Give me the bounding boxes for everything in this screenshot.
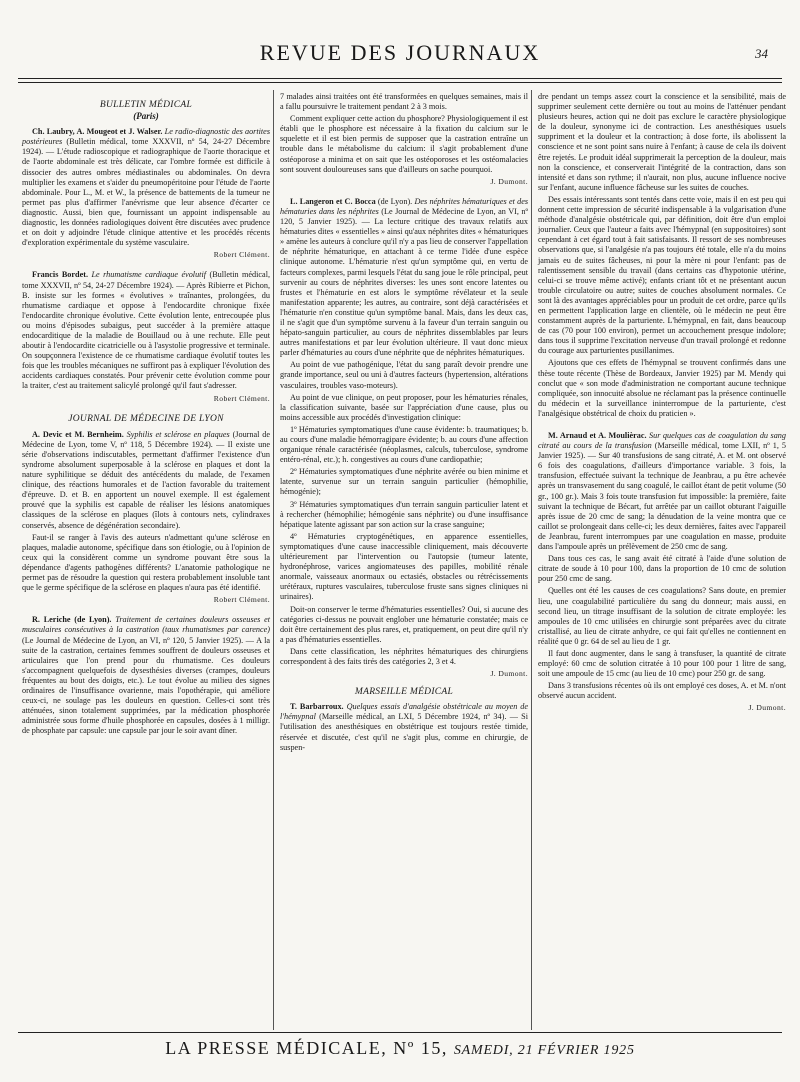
column-divider-2 [531,90,532,1030]
article-body: — L'étude radioscopique et radiographique de l'aorte thoracique et de l'aorte abdominale est très délicate, car l'ombre formée est difficile à dissocier des autres ombres médiastinales ou abdominales. On devra multiplier les examens et s'aider du pneumopéritoine pour l'étude de l'aorte abdominale. Pour L., M. et W., la présence de battements de la tumeur ne permet pas plus d'affirmer l'anévrisme que leur absence d'écarter ce diagnostic. Aussi, bien que, fournissant un appoint indispensable au diagnostic, les données radiologiques doivent être discutées avec prudence et on doit y adjoindre l'étude clinique attentive et les procédés récents d'exploration expérimentale du système vasculaire. [22,147,270,248]
article-body: — Sur 40 transfusions de sang citraté, A. et M. ont observé 6 fois des coagulations, d'ailleurs d'importance variable. 3 fois, la transfusion, effectuée suivant la technique de Jeanbrau, a pu être achevée après un transvasement du sang coagulé, le caillot étant de petit volume (50 gr., 100 gr.). Mais 3 fois toute transfusion fut impossible: la première, faite suivant la technique de Bécart, fut arrêtée par un caillot obturant l'aiguille après issue de 20 cmc de sang; la dénudation de la veine montra que ce caillot se prolongeait dans celle-ci; les deux dernières, faites avec l'appareil de Jeanbrau, furent interrompues par une coagulation en masse, produite dans l'ampoule après un prélèvement de 250 cmc de sang. [538,451,787,552]
article-devic [22,430,270,606]
article-langeron [280,197,528,679]
article-paragraph: 2º Hématuries symptomatiques d'une néphrite avérée ou bien minime et latente, survenue sur un terrain sanguin particulier (hémophilie, hémogénie); [280,467,528,497]
article-arnaud [538,431,786,714]
article-continuation: dre pendant un temps assez court la conscience et la sensibilité, mais de supprimer seulement cette dernière ou tout au moins de l'atténuer pendant plusieurs heures, action qui ne doit pas exclure le caractère physiologique de la douleur, synonyme ici de contraction. Les anesthésiques usuels suppriment et la douleur et la contraction; à dose forte, ils abolissent la conscience et ne sont point sans nuire à l'enfant; à cause de cela ils doivent être rejetés. Le produit idéal supprimerait la perception de la douleur, mais non la conscience, et conserverait l'intégrité de la contraction, dans son intensité et dans son rythme; il n'aurait, non plus, aucune influence nocive sur l'enfant, aucune influence fâcheuse sur les suites de couches. [538,92,786,192]
article-paragraph: Au point de vue clinique, on peut proposer, pour les hématuries rénales, la classification suivante, basée sur l'appréciation d'une cause, plus ou moins accessible aux procédés d'investigation clinique: [280,392,528,422]
article-paragraph: Au point de vue pathogénique, l'état du sang paraît devoir prendre une grande importance, seul ou uni à d'autres facteurs (hypertension, altérations vasculaires, troubles vaso-moteurs). [280,360,528,390]
article-source: (Marseille médical, an LXI, 5 Décembre 1924, nº 34). [319,712,507,722]
article-signature: Robert Clément. [213,595,270,605]
article-title: Sur quelques cas de coagulation du sang citraté au cours de la transfusion [538,431,786,451]
article-authors: M. Arnaud et A. Moulièrac. [548,431,647,440]
article-title: Syphilis et sclérose en plaques [126,429,230,439]
article-paragraph: Doit-on conserver le terme d'hématuries essentielles? Oui, si aucune des catégories ci-dessus ne pouvait englober une hématurie constatée; mais ce doit être certainement des plus rares, et, pratiquement, on peut dire qu'il n'y a pas d'hématuries essentielles. [280,604,528,644]
article-authors: Francis Bordet. [32,270,88,280]
article-paragraph: Dans 3 transfusions récentes où ils ont employé ces doses, A. et M. n'ont observé aucun accident. [538,681,786,701]
footer-date: SAMEDI, 21 FÉVRIER 1925 [453,1043,635,1058]
article-source: (Le Journal de Médecine de Lyon, an VI, nº 120, 5 Janvier 1925). [280,206,528,227]
article-body: — La lecture critique des travaux relatifs aux hématuries dites « essentielles » ainsi qu'aux néphrites dites « hématuriques » amène les auteurs à conclure qu'il n'y a pas lieu de conserver l'appellation de néphrite hématurique, en attachant à ce terme l'idée d'une espèce clinique autonome. L'hématurie n'est qu'un symptôme qui, en vertu de facteurs complexes, parmi lesquels l'état du sang joue le rôle principal, peut survenir au cours de néphrites diverses: les unes sont encore latentes ou frustes et l'hématurie en est alors le symptôme révélateur et la seule manifestation apparente; les autres, au contraire, sont déjà caractérisées et l'hématurie n'en constitue qu'un symptôme banal. Mais, dans les deux cas, il ne s'agit que d'un symptôme survenu à la faveur d'un terrain sanguin ou hépato-sanguin particulier, au cours de néphrites dissemblables par leurs autres manifestations et par leur évolution ultérieure. Il vaut donc mieux parler d'hématuries au cours d'une néphrite que de néphrites hématuriques. [280,217,528,358]
column-right [538,92,786,716]
column-divider-1 [273,90,274,1030]
article-body: — Il existe une série d'observations indiscutables, permettant d'affirmer l'existence d'un syndrome absolument superposable à la sclérose en plaques et dont la nature syphilitique se déduit des antécédents du malade, de l'examen clinique, des réactions humorales et de l'action favorable du traitement d'épreuve. D. et B. en apportent un nouvel exemple. Il est également prouvé que la syphilis est capable de réaliser les lésions anatomiques classiques de la sclérose en plaques (îlots à contours nets, cylindraxes conservés, absence de dégénération secondaire). [22,439,271,530]
article-authors: R. Leriche (de Lyon). [32,615,112,625]
footer-journal: LA PRESSE MÉDICALE, Nº 15, [165,1038,448,1058]
column-left [22,92,270,738]
column-middle [280,92,528,755]
article-title: Quelques essais d'analgésie obstétricale au moyen de l'hémypnal [280,702,528,722]
article-paragraph: Quelles ont été les causes de ces coagulations? Sans doute, en premier lieu, une coagulabilité particulière du sang du donneur; mais aussi, en second lieu, un titrage insuffisant de la solution de citrate employée: les ampoules de 10 cmc utilisées en chirurgie sont préparées avec du citrate cristallisé, au lieu de citrate anhydre, ce qui fait qu'elles ne contiennent en réalité que 0 gr. 64 de sel au lieu de 1 gr. [538,586,786,646]
article-continuation: Ajoutons que ces effets de l'hémypnal se trouvent confirmés dans une thèse toute récente (Thèse de Bordeaux, Janvier 1925) par M. Mendy qui conclut que « son mode d'administration ne comportant aucune technique compliquée, son innocuité absolue ne réclamant pas la présence continuelle du médecin et la surveillance ininterrompue de la parturiente, c'est l'analgésique obstétrical de choix du praticien ». [538,358,786,418]
article-continuation: 7 malades ainsi traitées ont été transformées en quelques semaines, mais il a fallu poursuivre le traitement pendant 2 à 3 mois. [280,92,528,112]
article-source: (Journal de Médecine de Lyon, tome V, nº 118, 5 Décembre 1924). [22,429,271,449]
page-footer [18,1038,782,1068]
section-subheading-paris: (Paris) [133,111,159,122]
article-paragraph: Il faut donc augmenter, dans le sang à transfuser, la quantité de citrate employé: 60 cmc de solution citratée à 10 pour 100 pour 1 litre de sang, soit une ampoule de 15 cmc (au lieu de 10 cmc) pour 250 gr. de sang. [538,648,786,679]
article-signature: J. Dumont. [490,176,528,186]
article-source: (Bulletin médical, tome XXXVII, nº 54, 24-27 Décembre 1924). [22,270,271,290]
article-title: Des néphrites hématuriques et des hématuries dans les néphrites [280,196,529,216]
article-barbarroux [280,702,528,752]
section-heading-bulletin: BULLETIN MÉDICAL [99,100,193,110]
article-source: (Marseille médical, tome LXII, nº 1, 5 Janvier 1925). [538,441,787,461]
article-paragraph: 1º Hématuries symptomatiques d'une cause évidente: b. traumatiques; b. au cours d'une maladie hémorragipare évidente; b. au cours d'une affection organique rénale caractérisée (néoplasmes, calculs, tuberculose, syndrome entéro-rénal, etc.); h. congestives au cours d'une cardiopathie; [280,424,528,465]
article-title: Traitement de certaines douleurs osseuses et musculaires consécutives à la castration (taux rhumatismes par carence) [22,615,270,635]
article-continuation: Comment expliquer cette action du phosphore? Physiologiquement il est établi que le phosphore est nécessaire à la fixation du calcium sur le squelette et il est bien permis de supposer que la castration entraîne un trouble dans le métabolisme du calcium: il s'agit probablement d'une ostéoporose a minima et on sait que les ostéoporoses et les ostéomalacies sont souvent douloureuses sans que d'ailleurs on sache pourquoi. [280,114,528,174]
article-continuation: Des essais intéressants sont tentés dans cette voie, mais il en est peu qui donnent cette impression de sécurité indispensable à la vulgarisation d'une méthode d'analgésie obstétricale qui, par définition, doit être d'un emploi journalier. Ceux que l'auteur a faits avec l'hémypnal (en suppositoires) sont cependant à cet égard tout à fait satisfaisants. Il ressort de ses nombreuses observations que, si l'analgésie n'a pas toujours été totale, elle n'a du moins jamais eu de suites fâcheuses, ni pour la mère ni pour l'enfant: pas de ralentissement sensible du travail (dans certains cas d'hypotonie utérine, celui-ci se trouve même activé); enfants criant tôt et ne présentant aucun trouble circulatoire ou autre; suites de couches absolument normales. Ce sont là des avantages appréciables pour un produit de cet ordre, parce qu'ils en permettent l'application large en clientèle, où le médecin ne peut être constamment auprès de la parturiente. L'hémypnal, en fait, dans beaucoup de cas (70 pour 100 environ), permet un accouchement presque indolore; dans tous il supprime l'excitation nerveuse d'un travail prolongé et redonne du courage aux parturientes pusillanimes. [538,194,786,356]
header-rule-bottom [18,82,782,83]
article-authors: Ch. Laubry, A. Mougeot et J. Walser. [32,127,163,137]
article-signature: Robert Clément. [213,250,270,260]
section-heading-marseille: MARSEILLE MÉDICAL [354,687,454,698]
article-signature: J. Dumont. [748,703,786,713]
article-leriche [22,615,270,736]
page-header [18,34,782,74]
article-paragraph: Faut-il se ranger à l'avis des auteurs n'admettant qu'une sclérose en plaques, maladie autonome, spécifique dans son étiologie, ou à l'opinion de ceux qui la considèrent comme un syndrome pouvant être sous la dépendance d'agents pathogènes différents? L'anatomie pathologique ne permet pas de résoudre la question qui restera probablement insoluble tant que le germe spécifique de la sclérose en plaques n'aura pas été identifié. [22,532,270,593]
article-laubry [22,127,270,260]
article-author-place: (de Lyon). [377,196,413,206]
article-paragraph: 3º Hématuries symptomatiques d'un terrain sanguin particulier latent et à rechercher (hémophilie; hémogénie sans néphrite) ou d'une insuffisance hépatique latente agissant par son action sur la crase sanguine; [280,499,528,529]
article-source: (Bulletin médical, tome XXXVII, nº 54, 24-27 Décembre 1924). [22,137,270,157]
article-source: (Le Journal de Médecine de Lyon, an VI, nº 120, 5 Janvier 1925). [22,635,244,645]
article-title: Le rhumatisme cardiaque évolutif [91,270,207,280]
article-authors: L. Langeron et C. Bocca [290,196,376,206]
article-signature: J. Dumont. [490,669,528,679]
article-authors: T. Barbarroux. [290,702,344,712]
journal-section-title: REVUE DES JOURNAUX [259,40,541,65]
article-signature: Robert Clément. [213,393,270,403]
header-rule-top [18,78,782,79]
article-body: — Si l'utilisation des anesthésiques en obstétrique est toujours restée timide, réservée et discutée, c'est qu'il ne s'agit plus, comme en chirurgie, de suspen- [280,712,529,752]
article-authors: A. Devic et M. Bernheim. [32,429,124,439]
page-number: 34 [755,46,768,61]
article-bordet [22,270,270,403]
article-paragraph: Dans tous ces cas, le sang avait été citraté à l'aide d'une solution de citrate de soude à 10 pour 100, dans la proportion de 10 cmc de solution pour 250 cmc de sang. [538,554,786,584]
article-paragraph: 4º Hématuries cryptogénétiques, en apparence essentielles, symptomatiques d'une cause inaccessible cliniquement, mais découverte ultérieurement par l'intervention ou l'autopsie (tumeur latente, hydronéphrose, varices angiomateuses des papilles, mobilité rénale anormale, vaisseaux anormaux ou ectasiés, obstacles ou rétrécissements urétéraux, ruptures vasculaires, tuberculose fruste sans signes cliniques ni urinaires). [280,531,528,602]
footer-rule [18,1032,782,1033]
article-title: Le radio-diagnostic des aortites postérieures [22,127,271,147]
article-body: — A la suite de la castration, certaines femmes souffrent de douleurs osseuses et articulaires que l'on prend pour du rhumatisme. Ces douleurs s'accompagnent quelquefois de dysesthésies diverses (crampes, douleurs fréquentes au bout des doigts, etc.). Le tout évolue au milieu des signes ordinaires de l'insuffisance ovarienne, mais l'opothérapie, qui améliore ceux-ci, ne soulage pas les douleurs en question. Celles-ci sont très atténuées, sinon totalement supprimées, par la médication phosphorée administrée sous forme d'huile phosphorée en capsules, dosées à 1 milligr. de phosphate par capsule: une capsule par jour le soir avant dîner. [22,635,271,736]
section-heading-lyon: JOURNAL DE MÉDECINE DE LYON [68,413,224,424]
article-body: — Après Ribierre et Pichon, B. insiste sur les formes « évolutives » traînantes, prolongées, du rhumatisme cardiaque et oppose à l'endocardite chronique fixée l'endocardite chronique évolutive. Cette évolution lente, entrecoupée plus ou moins d'épisodes subaigus, peut succéder à la première attaque endocarditique de la maladie de Bouillaud ou à une rechute. Elle peut aboutir à l'endocardite cicatricielle ou à l'asystolie progressive et terminale. On soupçonnera l'existence de ce rhumatisme cardiaque évolutif toutes les fois que les troubles mécaniques ne suffiront pas à expliquer l'évolution des accidents cardiaques constatés. Pour prévenir cette évolution comme pour la traiter, c'est au traitement salicylé prolongé qu'il faut s'adresser. [22,280,270,391]
article-paragraph: Dans cette classification, les néphrites hématuriques des chirurgiens correspondent à des faits tirés des catégories 2, 3 et 4. [280,646,528,666]
